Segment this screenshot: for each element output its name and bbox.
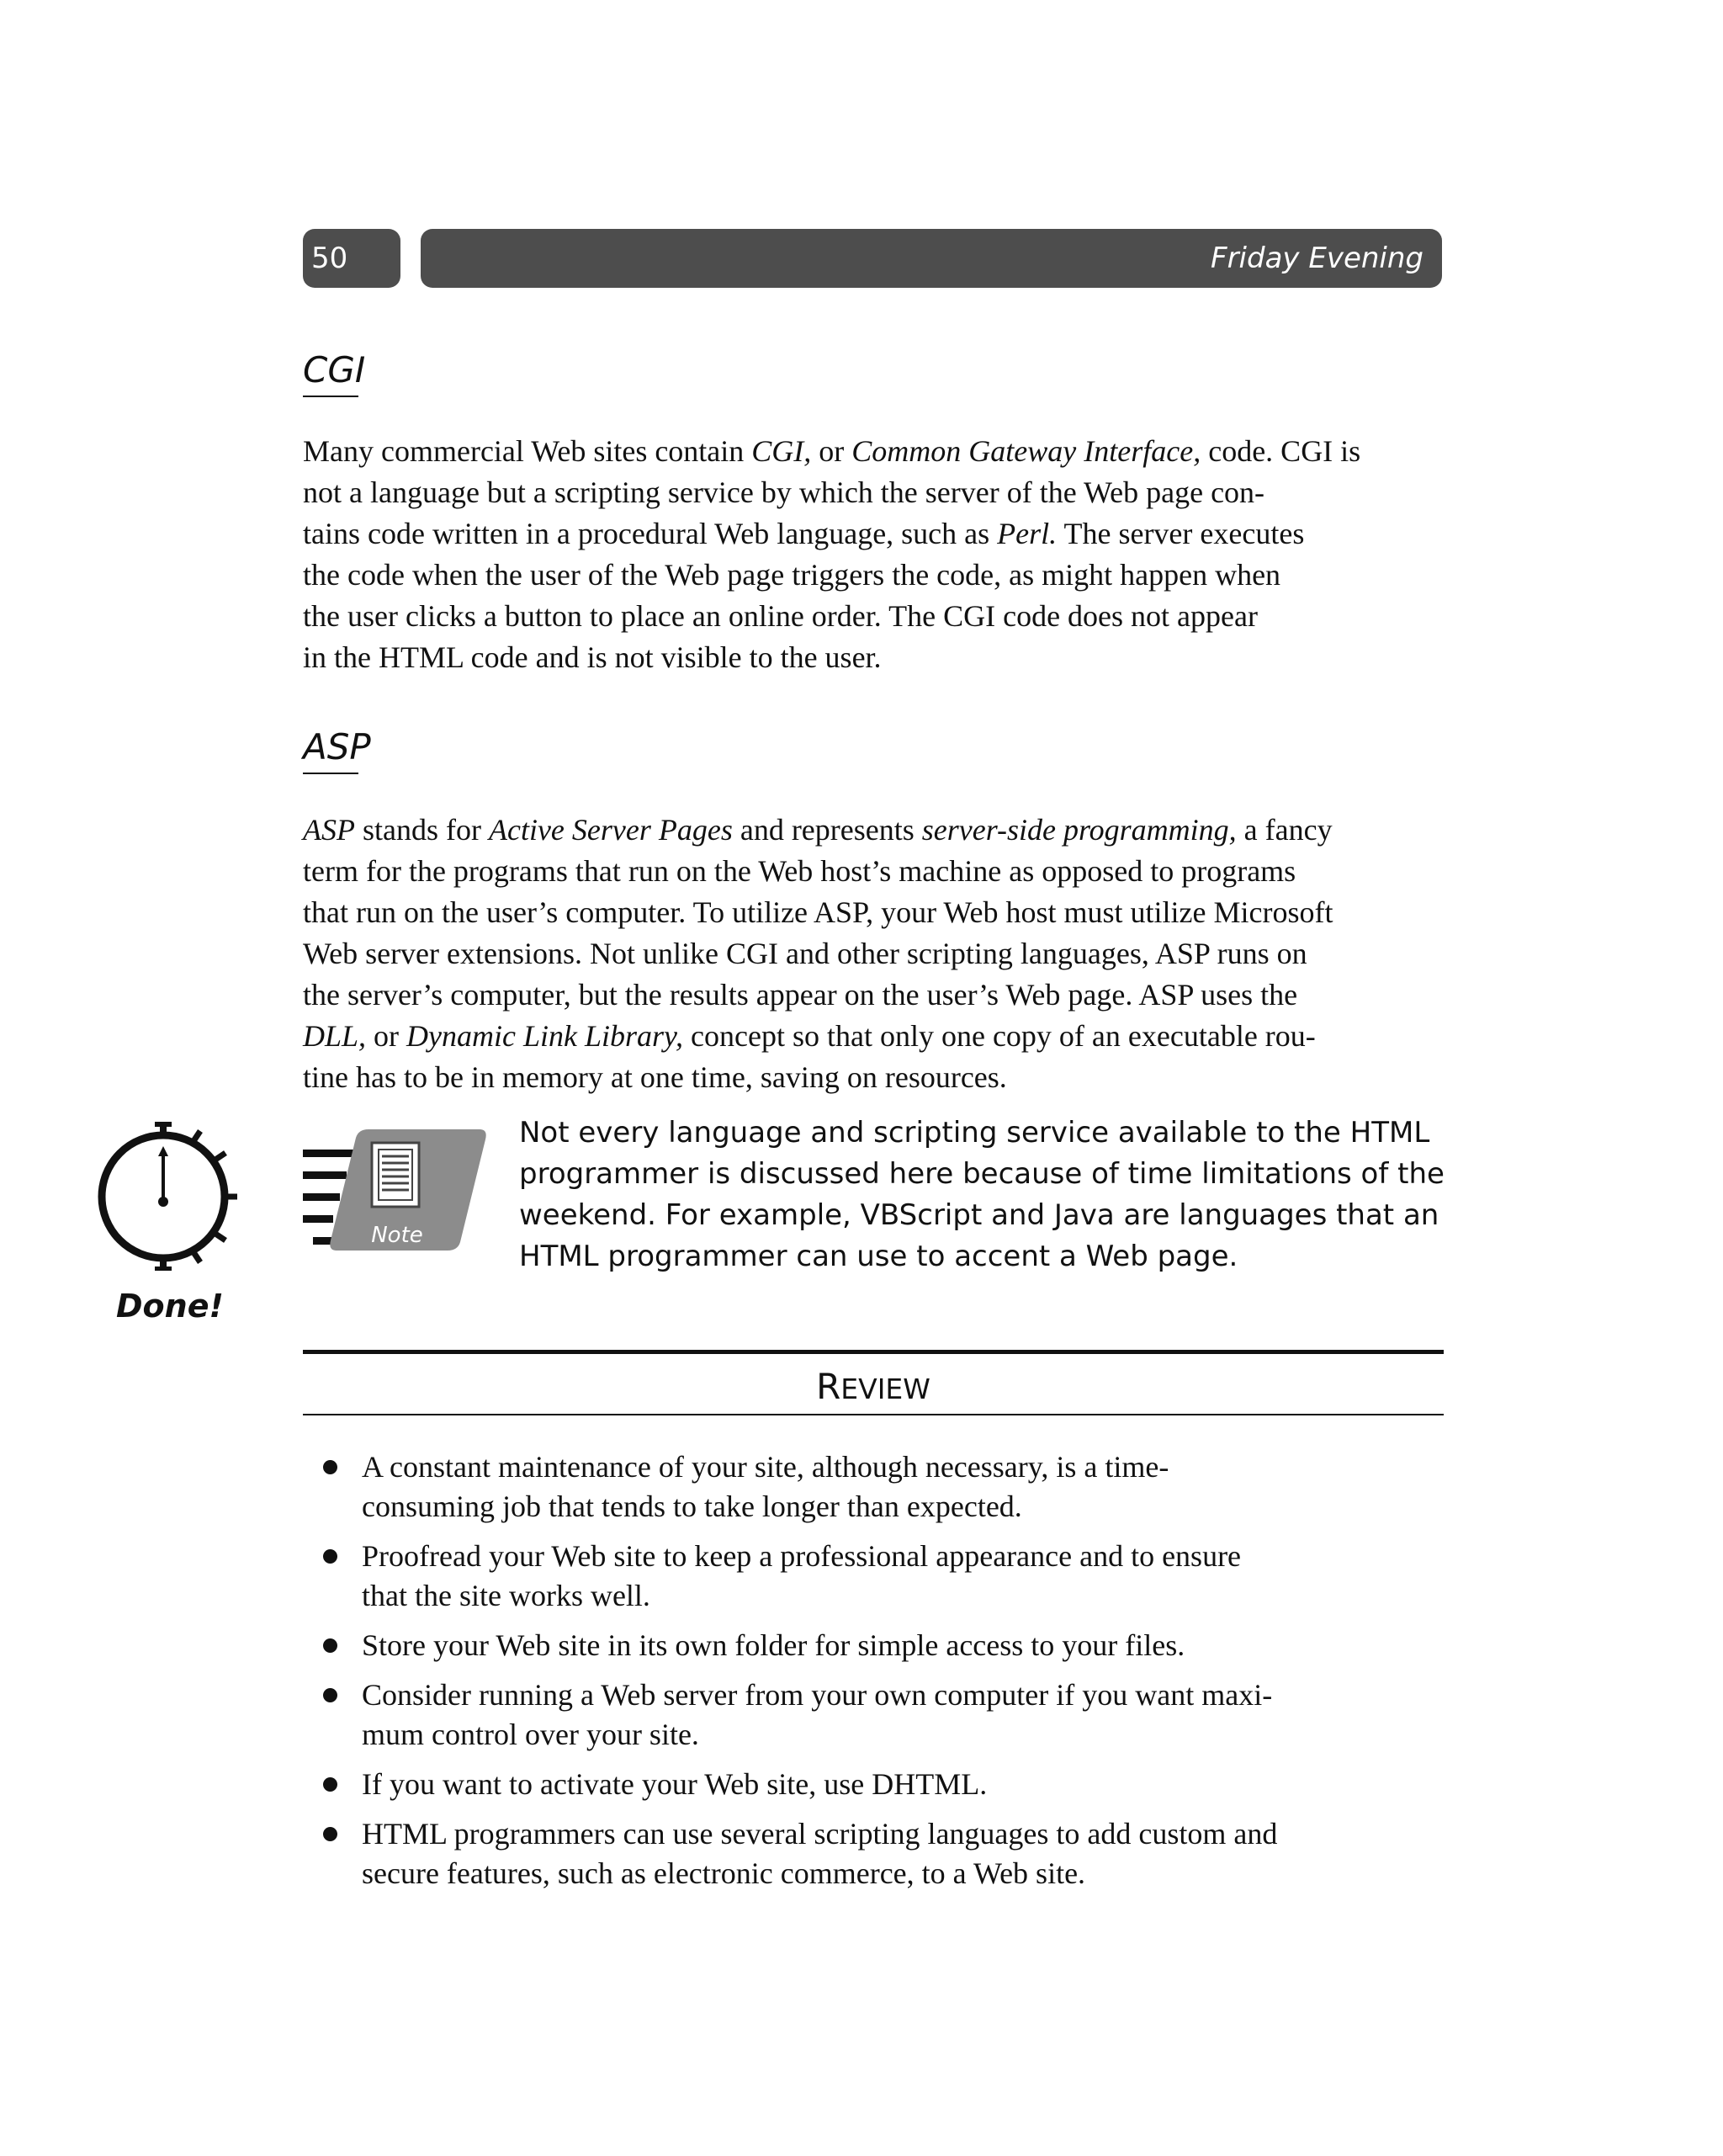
done-label: Done! [116, 1288, 224, 1325]
text-run: or [366, 1019, 407, 1053]
paragraph-line [303, 933, 1447, 974]
italic-term: Dynamic Link Library, [406, 1019, 684, 1053]
review-item-line: Consider running a Web server from your own computer if you want maxi- [362, 1678, 1273, 1712]
italic-term: Perl. [997, 517, 1058, 550]
paragraph-line [303, 596, 1447, 637]
asp-paragraph [303, 810, 1447, 1098]
paragraph-line [303, 513, 1447, 555]
paragraph-line [303, 892, 1447, 933]
review-title-cap: R [816, 1366, 841, 1407]
paragraph-line [303, 472, 1447, 513]
note-line: Not every language and scripting service available to the HTML [519, 1116, 1430, 1150]
italic-term: server-side programming, [921, 813, 1237, 847]
text-run: in the HTML code and is not visible to the user. [303, 640, 882, 674]
review-item-line: secure features, such as electronic commerce, to a Web site. [362, 1856, 1086, 1890]
text-run: tine has to be in memory at one time, saving on resources. [303, 1060, 1007, 1094]
page-number: 50 [311, 242, 348, 275]
text-run: term for the programs that run on the Web host’s machine as opposed to programs [303, 854, 1296, 888]
text-run: Web server extensions. Not unlike CGI and other scripting languages, ASP runs on [303, 937, 1307, 970]
note-icon [303, 1124, 488, 1267]
note-line: HTML programmer can use to accent a Web page. [519, 1240, 1238, 1273]
text-run: not a language but a scripting service by which the server of the Web page con- [303, 475, 1265, 509]
text-run: Many commercial Web sites contain [303, 434, 752, 468]
review-list-item [362, 1814, 1455, 1893]
italic-term: ASP [303, 813, 355, 847]
text-run: The server executes [1057, 517, 1305, 550]
paragraph-line [303, 431, 1447, 472]
cgi-paragraph [303, 431, 1447, 678]
text-run: a fancy [1236, 813, 1333, 847]
review-list-item [362, 1537, 1455, 1616]
italic-term: DLL, [303, 1019, 367, 1053]
review-list [362, 1447, 1455, 1904]
bullet-dot [323, 1777, 337, 1792]
review-list-item [362, 1626, 1455, 1665]
text-run: tains code written in a procedural Web language, such as [303, 517, 998, 550]
paragraph-line [303, 1016, 1447, 1057]
italic-term: CGI, [751, 434, 812, 468]
note-text [519, 1113, 1461, 1277]
review-list-item [362, 1447, 1455, 1527]
paragraph-line [303, 637, 1447, 678]
review-list-item [362, 1675, 1455, 1755]
italic-term: Active Server Pages [488, 813, 733, 847]
stopwatch-done-icon [93, 1119, 244, 1271]
note-line: programmer is discussed here because of time limitations of the [519, 1157, 1445, 1191]
text-run: stands for [354, 813, 489, 847]
bullet-dot [323, 1827, 337, 1841]
bullet-dot [323, 1638, 337, 1653]
review-item-line: HTML programmers can use several scripting languages to add custom and [362, 1817, 1278, 1851]
review-item-line: Proofread your Web site to keep a professional appearance and to ensure [362, 1539, 1242, 1573]
bullet-dot [323, 1460, 337, 1474]
review-item-line: If you want to activate your Web site, use DHTML. [362, 1767, 988, 1801]
review-title-rest: EVIEW [840, 1373, 930, 1405]
text-run: the code when the user of the Web page triggers the code, as might happen when [303, 558, 1281, 592]
paragraph-line [303, 1057, 1447, 1098]
note-line: weekend. For example, VBScript and Java are languages that an [519, 1198, 1439, 1232]
review-list-item [362, 1765, 1455, 1804]
running-header-bar [421, 229, 1442, 288]
heading-underline-cgi [303, 396, 358, 397]
bullet-dot [323, 1549, 337, 1564]
review-rule-bottom [303, 1414, 1444, 1415]
text-run: that run on the user’s computer. To utilize ASP, your Web host must utilize Microsoft [303, 895, 1333, 929]
paragraph-line [303, 851, 1447, 892]
review-item-line: Store your Web site in its own folder for simple access to your files. [362, 1628, 1185, 1662]
review-title [303, 1363, 1444, 1413]
text-run: the user clicks a button to place an online order. The CGI code does not appear [303, 599, 1258, 633]
review-rule-top [303, 1350, 1444, 1354]
review-item-line: consuming job that tends to take longer than expected. [362, 1490, 1022, 1523]
bullet-dot [323, 1688, 337, 1702]
heading-underline-asp [303, 773, 358, 774]
text-run: the server’s computer, but the results appear on the user’s Web page. ASP uses the [303, 978, 1298, 1012]
text-run: code. CGI is [1201, 434, 1361, 468]
section-heading-cgi: CGI [303, 349, 366, 390]
paragraph-line [303, 810, 1447, 851]
paragraph-line [303, 555, 1447, 596]
running-header-title: Friday Evening [1211, 242, 1423, 275]
review-item-line: A constant maintenance of your site, although necessary, is a time- [362, 1450, 1169, 1484]
note-icon-label: Note [371, 1223, 423, 1248]
review-item-line: mum control over your site. [362, 1718, 699, 1751]
text-run: and represents [732, 813, 922, 847]
text-run: concept so that only one copy of an executable rou- [683, 1019, 1316, 1053]
text-run: or [811, 434, 852, 468]
italic-term: Common Gateway Interface, [851, 434, 1201, 468]
review-item-line: that the site works well. [362, 1579, 650, 1612]
section-heading-asp: ASP [303, 726, 371, 767]
paragraph-line [303, 974, 1447, 1016]
